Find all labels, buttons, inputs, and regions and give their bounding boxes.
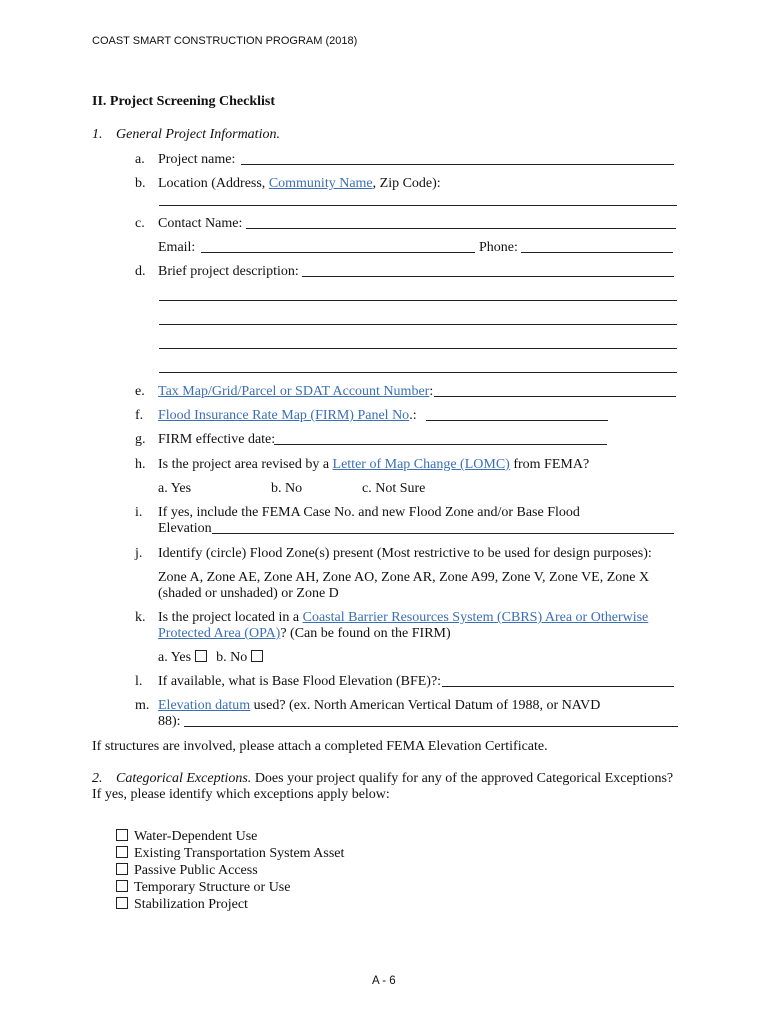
- section-2-number: 2.: [92, 771, 103, 786]
- datum-field[interactable]: [184, 726, 678, 727]
- description-label: Brief project description:: [158, 264, 299, 279]
- bfe-field[interactable]: [442, 686, 674, 687]
- phone-label: Phone:: [479, 240, 518, 255]
- description-field-line-2[interactable]: [159, 300, 677, 301]
- item-e-letter: e.: [135, 384, 145, 399]
- section-2-question: Does your project qualify for any of the approved Categorical Exceptions?: [251, 771, 674, 786]
- item-c-letter: c.: [135, 216, 145, 231]
- item-i-letter: i.: [135, 505, 143, 520]
- community-name-link[interactable]: Community Name: [268, 176, 373, 191]
- tax-map-link[interactable]: Tax Map/Grid/Parcel or SDAT Account Number: [158, 384, 430, 399]
- item-l-letter: l.: [135, 674, 143, 689]
- item-m-letter: m.: [135, 698, 150, 713]
- exception-checkbox[interactable]: [116, 880, 128, 892]
- project-name-field[interactable]: [241, 164, 674, 165]
- item-k-letter: k.: [135, 610, 146, 625]
- location-field[interactable]: [159, 205, 677, 206]
- bfe-label: If available, what is Base Flood Elevation (BFE)?:: [158, 674, 442, 689]
- description-field-line-1[interactable]: [302, 276, 674, 277]
- flood-zone-options-cont[interactable]: (shaded or unshaded) or Zone D: [158, 586, 339, 601]
- item-b-letter: b.: [135, 176, 146, 191]
- elevation-datum-link[interactable]: Elevation datum: [158, 698, 251, 713]
- cbrs-question-line-1: Is the project located in a Coastal Barrier Resources System (CBRS) Area or Otherwise: [158, 610, 649, 625]
- exception-label: Passive Public Access: [134, 863, 258, 878]
- section-1-heading: 1. General Project Information.: [92, 127, 280, 142]
- cbrs-question-line-2: Protected Area (OPA)? (Can be found on the FIRM): [158, 626, 451, 641]
- lomc-option-yes[interactable]: a. Yes: [158, 481, 192, 496]
- contact-name-field[interactable]: [246, 228, 676, 229]
- lomc-option-no[interactable]: b. No: [271, 481, 303, 496]
- exception-temporary[interactable]: [116, 880, 290, 896]
- exception-transportation[interactable]: [116, 846, 344, 862]
- datum-question: Elevation datum used? (ex. North American Vertical Datum of 1988, or NAVD: [158, 698, 601, 713]
- section-1-title: General Project Information: [116, 127, 277, 142]
- description-field-line-4[interactable]: [159, 348, 677, 349]
- lomc-option-not-sure[interactable]: c. Not Sure: [362, 481, 426, 496]
- fema-case-label-line-1: If yes, include the FEMA Case No. and new Flood Zone and/or Base Flood: [158, 505, 580, 520]
- firm-panel-label: Flood Insurance Rate Map (FIRM) Panel No.:: [158, 408, 417, 423]
- cbrs-no-checkbox[interactable]: [251, 650, 263, 662]
- exception-label: Water-Dependent Use: [134, 829, 258, 844]
- flood-zone-label: Identify (circle) Flood Zone(s) present (Most restrictive to be used for design purposes):: [158, 546, 652, 561]
- item-d-letter: d.: [135, 264, 146, 279]
- section-2-heading: [92, 771, 673, 787]
- exception-water-dependent[interactable]: [116, 829, 257, 845]
- cbrs-link[interactable]: Coastal Barrier Resources System (CBRS) Area or Otherwise: [302, 610, 649, 625]
- exception-label: Existing Transportation System Asset: [134, 846, 345, 861]
- elevation-certificate-note: If structures are involved, please attach a completed FEMA Elevation Certificate.: [92, 739, 548, 754]
- cbrs-yes-label: a. Yes: [158, 650, 192, 665]
- item-h-letter: h.: [135, 457, 146, 472]
- tax-map-field[interactable]: [434, 396, 676, 397]
- page-number: A - 6: [372, 975, 396, 987]
- cbrs-no-label: b. No: [216, 650, 248, 665]
- section-title: II. Project Screening Checklist: [92, 94, 276, 109]
- running-header: COAST SMART CONSTRUCTION PROGRAM (2018): [92, 35, 358, 47]
- cbrs-options: [158, 650, 263, 666]
- exception-checkbox[interactable]: [116, 897, 128, 909]
- phone-field[interactable]: [521, 252, 673, 253]
- fema-case-field[interactable]: [212, 533, 674, 534]
- description-field-line-5[interactable]: [159, 372, 677, 373]
- item-g-letter: g.: [135, 432, 146, 447]
- exception-checkbox[interactable]: [116, 846, 128, 858]
- lomc-link[interactable]: Letter of Map Change (LOMC): [332, 457, 510, 472]
- firm-panel-link[interactable]: Flood Insurance Rate Map (FIRM) Panel No: [158, 408, 410, 423]
- firm-date-label: FIRM effective date:: [158, 432, 276, 447]
- exception-public-access[interactable]: [116, 863, 258, 879]
- fema-case-label-line-2: Elevation: [158, 521, 212, 536]
- firm-date-field[interactable]: [274, 444, 607, 445]
- exception-label: Stabilization Project: [134, 897, 248, 912]
- location-label: Location (Address, Community Name, Zip Code):: [158, 176, 441, 191]
- description-field-line-3[interactable]: [159, 324, 677, 325]
- exception-checkbox[interactable]: [116, 829, 128, 841]
- item-j-letter: j.: [135, 546, 143, 561]
- exception-stabilization[interactable]: [116, 897, 248, 913]
- section-2-title: Categorical Exceptions.: [116, 771, 252, 786]
- lomc-question: Is the project area revised by a Letter of Map Change (LOMC) from FEMA?: [158, 457, 590, 472]
- tax-map-label: Tax Map/Grid/Parcel or SDAT Account Number:: [158, 384, 434, 399]
- item-f-letter: f.: [135, 408, 144, 423]
- firm-panel-field[interactable]: [426, 420, 608, 421]
- item-a-letter: a.: [135, 152, 145, 167]
- contact-name-label: Contact Name:: [158, 216, 243, 231]
- project-name-label: Project name:: [158, 152, 236, 167]
- email-label: Email:: [158, 240, 196, 255]
- flood-zone-options[interactable]: Zone A, Zone AE, Zone AH, Zone AO, Zone AR, Zone A99, Zone V, Zone VE, Zone X: [158, 570, 650, 585]
- email-field[interactable]: [201, 252, 475, 253]
- cbrs-yes-checkbox[interactable]: [195, 650, 207, 662]
- opa-link[interactable]: Protected Area (OPA): [158, 626, 281, 641]
- section-2-instruction: If yes, please identify which exceptions apply below:: [92, 787, 390, 802]
- section-1-number: 1.: [92, 127, 103, 142]
- datum-question-line-2: 88):: [158, 714, 181, 729]
- exception-checkbox[interactable]: [116, 863, 128, 875]
- exception-label: Temporary Structure or Use: [134, 880, 291, 895]
